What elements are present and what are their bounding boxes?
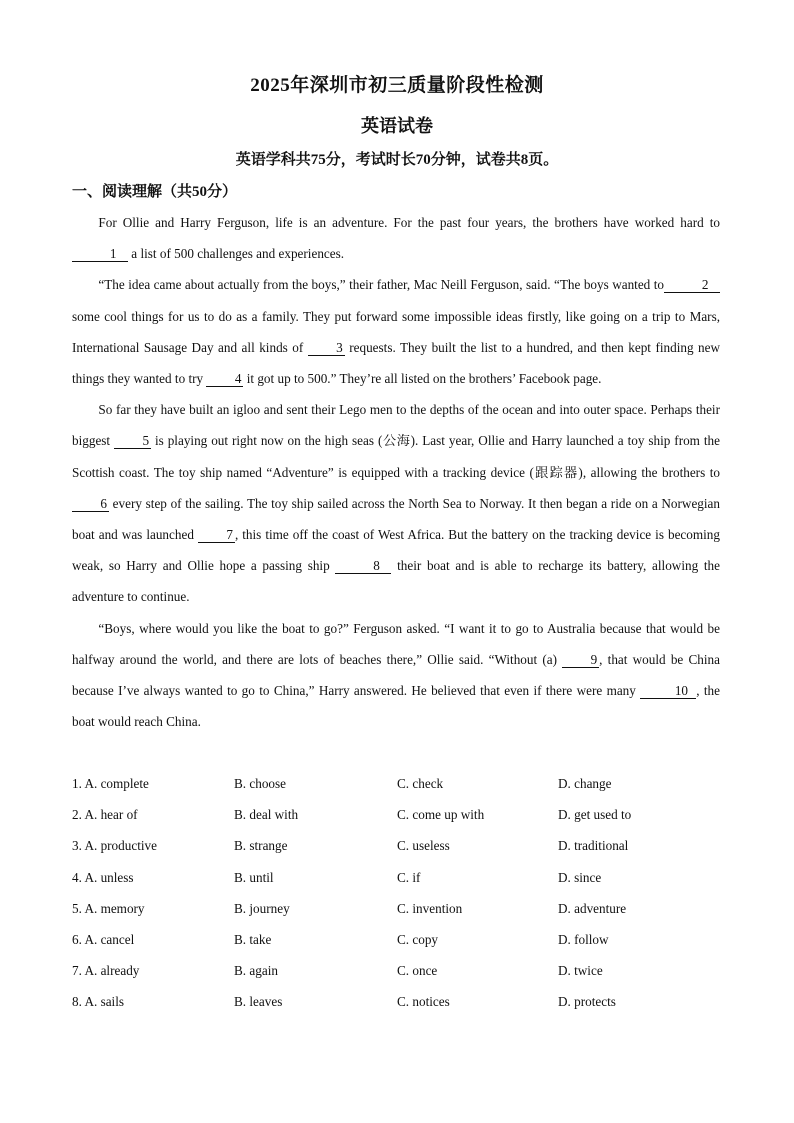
option-b: B. leaves [234, 994, 283, 1010]
passage-text: requests. They built the list to a hundred, and then kept finding new things they wanted to try [72, 339, 721, 387]
option-a: 3. A. productive [72, 838, 157, 854]
option-c: C. notices [397, 994, 450, 1010]
subject-title: 英语试卷 [361, 116, 433, 136]
option-b: B. choose [234, 776, 287, 791]
option-c: C. if [397, 869, 421, 885]
option-b: B. strange [234, 838, 288, 854]
option-d: D. follow [558, 931, 609, 947]
passage-text: “Boys, where would you like the boat to go?” Ferguson asked. “I want it to go to Australia because that would be halfway around the world, and there are lots of beaches there,” Ollie said. “Without (a) [72, 620, 720, 667]
option-d: D. twice [558, 963, 603, 979]
option-a: 2. A. hear of [72, 807, 138, 823]
blank-7: 7 [198, 527, 235, 543]
option-a: 7. A. already [72, 963, 140, 979]
passage-text: some cool things for us to do as a family. They put forward some impossible ideas firstly, like going on a trip to Mars, International Sausage Day and all kinds of [72, 308, 720, 355]
option-c: C. check [397, 776, 444, 791]
question-options-row [72, 768, 722, 799]
option-c: C. useless [397, 838, 450, 854]
option-b: B. again [234, 963, 278, 979]
passage-text: “The idea came about actually from the boys,” their father, Mac Neill Ferguson, said. “The boys wanted to [98, 277, 664, 293]
passage-text: , that would be China because I’ve always wanted to go to China,” Harry answered. He believed that even if there were many [72, 651, 720, 699]
option-d: D. traditional [558, 838, 629, 854]
blank-2: 2 [664, 277, 720, 293]
blank-5: 5 [114, 433, 151, 449]
option-c: C. once [397, 963, 438, 979]
option-a: 5. A. memory [72, 900, 145, 916]
passage-text: , this time off the coast of West Africa. But the battery on the tracking device is becoming weak, so Harry and Ollie hope a passing ship [72, 527, 720, 574]
blank-6: 6 [72, 496, 109, 512]
passage-text: For Ollie and Harry Ferguson, life is an adventure. For the past four years, the brothers have worked hard to [98, 215, 720, 230]
exam-info: 英语学科共75分，考试时长70分钟，试卷共8页。 [235, 152, 559, 168]
question-options-row [72, 893, 722, 924]
question-options-row [72, 799, 722, 830]
option-a: 4. A. unless [72, 869, 134, 885]
question-options-row [72, 955, 722, 986]
option-c: C. invention [397, 900, 463, 916]
paragraph-1 [72, 207, 720, 269]
option-d: D. since [558, 869, 602, 885]
option-d: D. protects [558, 994, 616, 1010]
blank-10: 10 [640, 683, 696, 699]
option-c: C. come up with [397, 807, 485, 823]
option-d: D. adventure [558, 900, 627, 916]
question-options-row [72, 862, 722, 893]
exam-title: 2025年深圳市初三质量阶段性检测 [250, 75, 544, 96]
option-d: D. change [558, 776, 612, 791]
blank-8: 8 [335, 558, 391, 574]
passage-text: a list of 500 challenges and experiences. [128, 246, 345, 262]
passage-text: their boat and is able to recharge its battery, allowing the adventure to continue. [72, 558, 720, 605]
section-heading: 一、阅读理解（共50分） [72, 184, 238, 200]
option-a: 6. A. cancel [72, 931, 135, 947]
passage-text: it got up to 500.” They’re all listed on the brothers’ Facebook page. [243, 371, 602, 387]
option-d: D. get used to [558, 807, 632, 823]
option-b: B. until [234, 869, 274, 885]
question-options-row [72, 924, 722, 955]
passage-text: , the boat would reach China. [72, 683, 720, 730]
option-b: B. take [234, 931, 272, 947]
passage-text: So far they have built an igloo and sent their Lego men to the depths of the ocean and into outer space. Perhaps their biggest [72, 402, 720, 449]
passage-text: is playing out right now on the high seas (公海). Last year, Ollie and Harry launched a toy ship from the Scottish coast. The toy ship named “Adventure” is equipped with a tracking device (跟踪器), allowing the brothers to [72, 433, 720, 480]
blank-9: 9 [562, 652, 599, 668]
paragraph-4 [72, 613, 720, 738]
answer-options [72, 768, 722, 1018]
option-c: C. copy [397, 931, 439, 947]
blank-4: 4 [206, 371, 243, 387]
paragraph-2 [72, 269, 720, 394]
option-a: 1. A. complete [72, 776, 149, 791]
option-b: B. deal with [234, 807, 299, 823]
paragraph-3 [72, 394, 720, 612]
blank-3: 3 [308, 340, 345, 356]
question-options-row [72, 986, 722, 1017]
reading-passage [72, 207, 720, 737]
option-b: B. journey [234, 900, 290, 916]
question-options-row [72, 830, 722, 861]
blank-1: 1 [72, 246, 128, 262]
passage-text: every step of the sailing. The toy ship sailed across the North Sea to Norway. It then began a ride on a Norwegian boat and was launched [72, 495, 720, 543]
option-a: 8. A. sails [72, 994, 125, 1010]
